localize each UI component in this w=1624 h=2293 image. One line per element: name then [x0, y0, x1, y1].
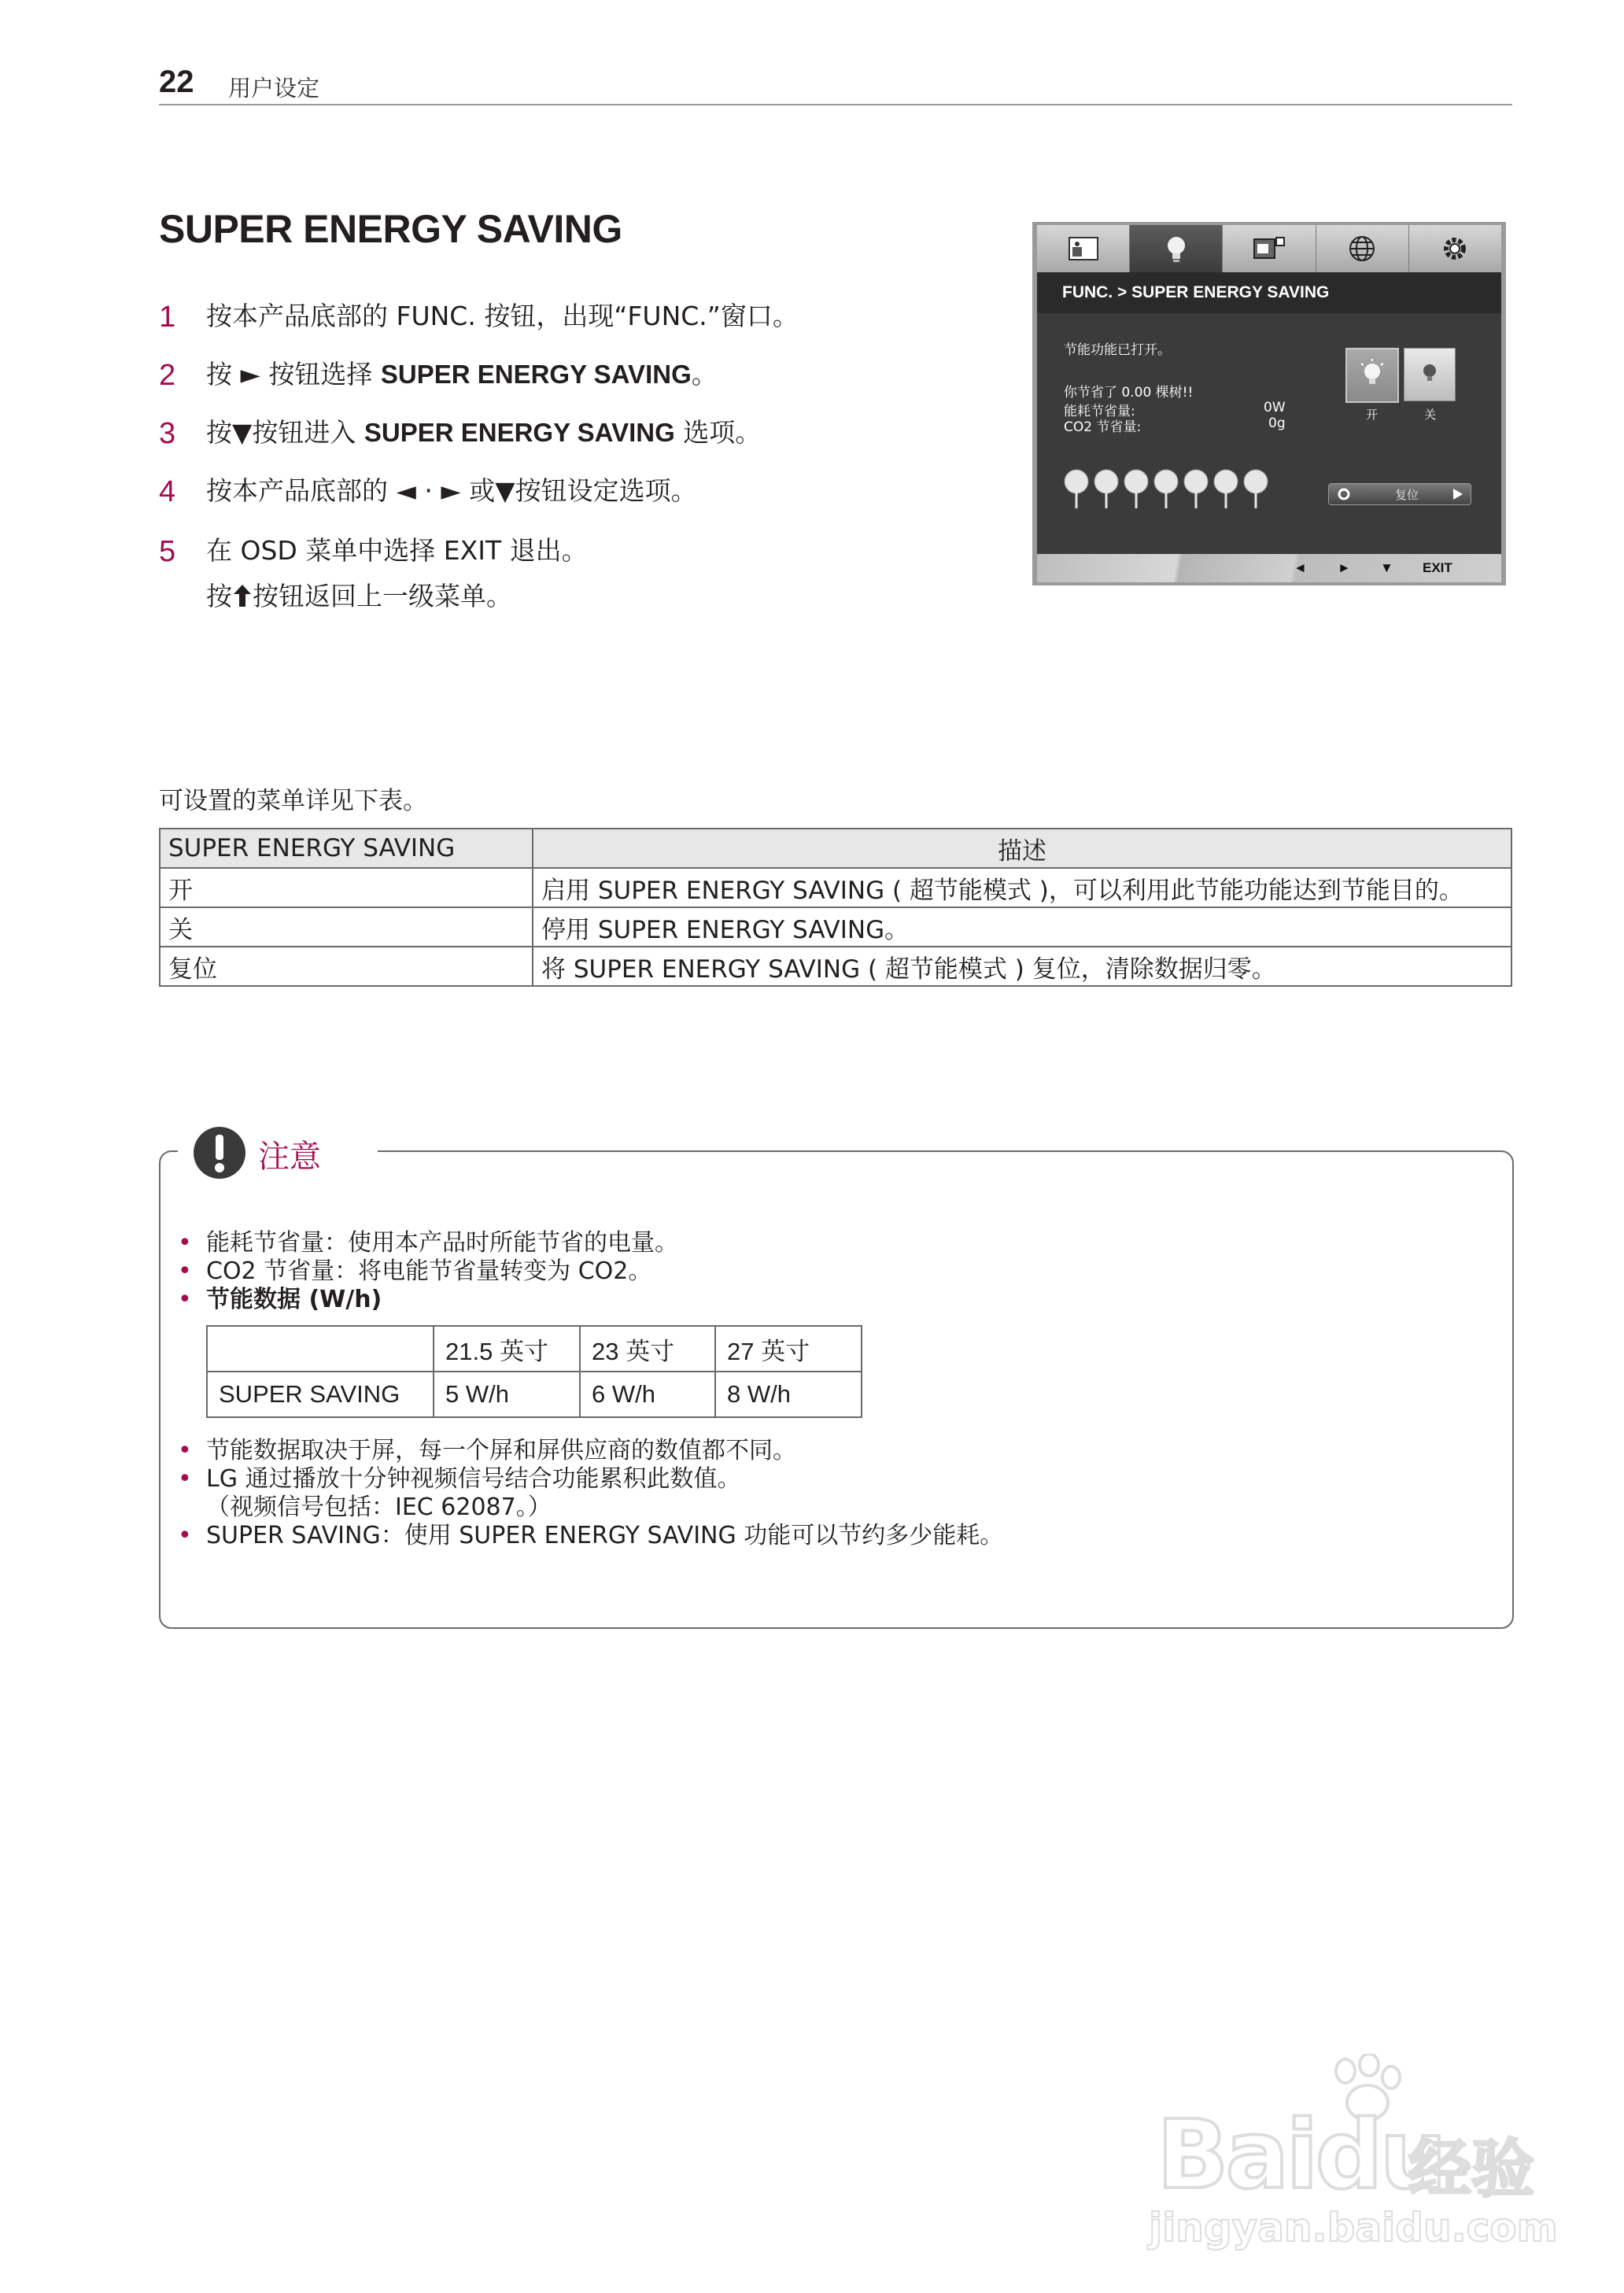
osd-reset-button[interactable] [1328, 483, 1471, 505]
watermark-text: Baidu [1157, 2101, 1444, 2210]
osd-key-right[interactable]: ► [1338, 560, 1351, 575]
step-number: 4 [159, 475, 176, 508]
trees-icon [1064, 464, 1268, 511]
back-arrow-icon [232, 583, 253, 608]
note-title: 注意 [258, 1139, 321, 1175]
osd-key-exit[interactable]: EXIT [1423, 560, 1452, 575]
osd-tab-settings[interactable] [1409, 225, 1501, 272]
table-row [160, 947, 1511, 986]
bulb-off-icon [1414, 356, 1445, 393]
section-title: 用户设定 [228, 75, 320, 102]
table-cell: 停用 SUPER ENERGY SAVING。 [533, 907, 1511, 947]
osd-trees-saved: 你节省了 0.00 棵树!! [1064, 385, 1194, 401]
table-cell: 将 SUPER ENERGY SAVING ( 超节能模式 ) 复位，清除数据归零。 [533, 947, 1511, 986]
osd-on-button[interactable] [1345, 348, 1399, 403]
gear-icon [1438, 233, 1472, 264]
osd-breadcrumb: FUNC. > SUPER ENERGY SAVING [1037, 272, 1501, 313]
osd-off-button[interactable] [1404, 348, 1456, 401]
picture-icon [1066, 233, 1101, 264]
osd-key-bar [1037, 554, 1501, 582]
table-cell: 6 W/h [580, 1372, 715, 1417]
table-cell: SUPER SAVING [207, 1372, 434, 1417]
table-header-row [160, 829, 1511, 868]
page-title: SUPER ENERGY SAVING [159, 207, 622, 251]
watermark-url: jingyan.baidu.com [1149, 2205, 1558, 2251]
osd-on-label: 开 [1366, 408, 1379, 422]
osd-tab-picture[interactable] [1037, 225, 1130, 272]
osd-co2-label: CO2 节省量: [1064, 419, 1142, 435]
table-header [207, 1326, 434, 1372]
table-cell: 启用 SUPER ENERGY SAVING ( 超节能模式 )，可以利用此节能功能达到节能目的。 [533, 868, 1511, 907]
step-text: 按本产品底部的 ◄ · ► 或▼按钮设定选项。 [206, 475, 697, 506]
warning-icon [192, 1125, 247, 1180]
osd-tab-bar [1037, 225, 1501, 272]
osd-tab-screen[interactable] [1223, 225, 1316, 272]
table-row [160, 907, 1511, 947]
osd-co2-value: 0g [1268, 415, 1286, 431]
osd-tab-energy[interactable] [1130, 225, 1223, 272]
baidu-watermark [1149, 2054, 1558, 2258]
step-text: 按本产品底部的 FUNC. 按钮，出现“FUNC.”窗口。 [206, 301, 799, 331]
step-text: 按 ► 按钮选择 SUPER ENERGY SAVING。 [206, 359, 718, 390]
step-number: 2 [159, 359, 176, 392]
watermark-text: 经验 [1408, 2132, 1534, 2206]
table-cell: 开 [160, 868, 533, 907]
osd-panel [1037, 313, 1501, 554]
page-number: 22 [159, 65, 194, 99]
osd-reset-label: 复位 [1395, 488, 1419, 502]
table-cell: 5 W/h [434, 1372, 580, 1417]
bulb-icon [1159, 233, 1194, 264]
table-header: 23 英寸 [580, 1326, 715, 1372]
table-cell: 8 W/h [715, 1372, 862, 1417]
step-number: 5 [159, 535, 176, 568]
osd-power-label: 能耗节省量: [1064, 404, 1135, 419]
header-rule [159, 104, 1512, 105]
osd-off-label: 关 [1424, 408, 1437, 422]
arrow-right-icon [1453, 489, 1463, 500]
saving-table [206, 1325, 862, 1418]
step-text: 在 OSD 菜单中选择 EXIT 退出。 [206, 535, 588, 566]
step-subtext: 按 按钮返回上一级菜单。 [206, 581, 512, 611]
step-number: 1 [159, 301, 176, 334]
globe-icon [1345, 233, 1379, 264]
osd-screenshot [1032, 222, 1506, 585]
table-header: SUPER ENERGY SAVING [160, 829, 533, 868]
table-intro: 可设置的菜单详见下表。 [159, 787, 427, 815]
bulb-on-icon [1356, 357, 1388, 393]
osd-power-value: 0W [1264, 400, 1286, 415]
menu-table [159, 828, 1512, 987]
osd-tab-globe[interactable] [1316, 225, 1409, 272]
table-header-row [207, 1326, 862, 1372]
table-row [160, 868, 1511, 907]
table-header: 描述 [533, 829, 1511, 868]
table-header: 27 英寸 [715, 1326, 862, 1372]
step-text: 按▼按钮进入 SUPER ENERGY SAVING 选项。 [206, 417, 762, 448]
osd-key-down[interactable]: ▼ [1380, 560, 1393, 575]
step-number: 3 [159, 417, 176, 450]
table-row [207, 1372, 862, 1417]
table-header: 21.5 英寸 [434, 1326, 580, 1372]
table-cell: 关 [160, 907, 533, 947]
osd-status: 节能功能已打开。 [1064, 342, 1171, 358]
refresh-icon [1337, 487, 1351, 501]
table-cell: 复位 [160, 947, 533, 986]
osd-key-left[interactable]: ◄ [1294, 560, 1307, 575]
screen-icon [1252, 233, 1286, 264]
